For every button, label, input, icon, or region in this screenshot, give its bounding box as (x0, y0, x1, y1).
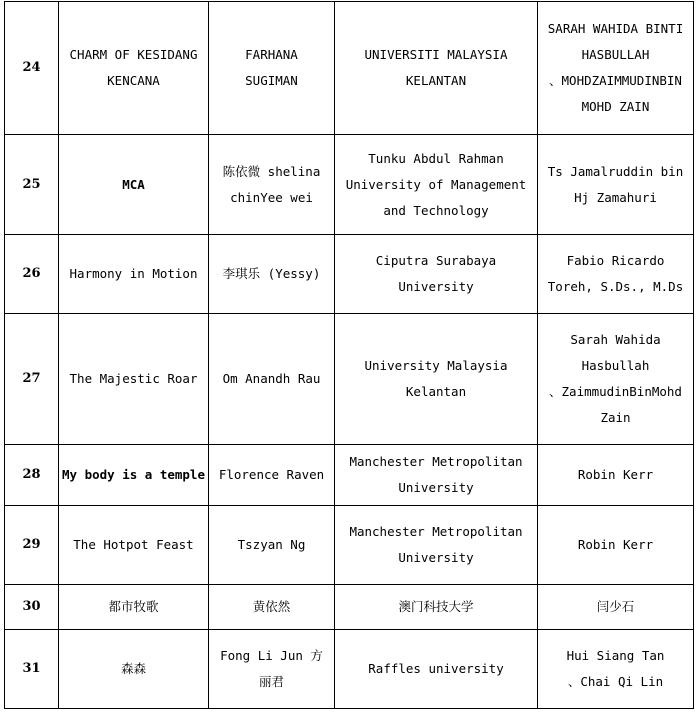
work-title-cell (59, 445, 209, 506)
table-row-31 (5, 630, 694, 709)
supervisor-cell (538, 445, 694, 506)
table-row-27 (5, 314, 694, 445)
university-line: Kelantan (405, 384, 467, 399)
row-number: 30 (5, 585, 59, 630)
university-line: Manchester Metropolitan (349, 454, 523, 469)
row-number: 26 (5, 235, 59, 314)
row-number: 31 (5, 630, 59, 709)
university-line: Raffles university (368, 661, 504, 676)
row-number: 24 (5, 2, 59, 135)
university-line: University of Management (345, 176, 527, 192)
student-name-cell (209, 445, 335, 506)
work-title-line: 森森 (120, 661, 146, 676)
work-title-line: The Hotpot Feast (73, 537, 194, 552)
supervisor-line: HASBULLAH (581, 47, 650, 62)
work-title-line: MCA (122, 176, 145, 192)
student-name-line: 丽君 (258, 674, 284, 689)
table-row-30 (5, 585, 694, 630)
work-title-line: Harmony in Motion (69, 266, 198, 281)
row-number: 29 (5, 506, 59, 585)
supervisor-line: Fabio Ricardo (566, 253, 665, 268)
supervisor-line: 、Chai Qi Lin (567, 674, 664, 689)
awards-table (4, 1, 694, 709)
supervisor-line: 闫少石 (596, 599, 635, 614)
student-name-line: chinYee wei (230, 189, 313, 205)
student-name-cell (209, 630, 335, 709)
university-line: 澳门科技大学 (398, 599, 474, 614)
university-cell (335, 314, 538, 445)
supervisor-line: Robin Kerr (577, 467, 654, 482)
student-name-cell (209, 135, 335, 235)
university-cell (335, 2, 538, 135)
supervisor-cell (538, 2, 694, 135)
supervisor-cell (538, 314, 694, 445)
work-title-cell (59, 235, 209, 314)
work-title-cell (59, 630, 209, 709)
university-line: KELANTAN (405, 73, 467, 88)
supervisor-line: Sarah Wahida (570, 332, 661, 347)
university-line: University Malaysia (364, 358, 508, 373)
university-cell (335, 445, 538, 506)
student-name-line: Florence Raven (218, 467, 325, 482)
student-name-cell (209, 2, 335, 135)
supervisor-line: SARAH WAHIDA BINTI (547, 21, 684, 36)
student-name-cell (209, 314, 335, 445)
student-name-cell (209, 235, 335, 314)
supervisor-line: 、ZaimmudinBinMohd (549, 384, 682, 399)
supervisor-line: Hj Zamahuri (574, 189, 657, 205)
supervisor-cell (538, 135, 694, 235)
student-name-line: SUGIMAN (245, 73, 298, 88)
student-name-line: FARHANA (245, 47, 298, 62)
student-name-line: Tszyan Ng (237, 537, 306, 552)
supervisor-line: Zain (600, 410, 631, 425)
row-number: 25 (5, 135, 59, 235)
supervisor-line: Ts Jamalruddin bin (547, 163, 684, 179)
student-name-cell (209, 585, 335, 630)
student-name-cell (209, 506, 335, 585)
university-cell (335, 506, 538, 585)
table-row-26 (5, 235, 694, 314)
university-cell (335, 235, 538, 314)
university-line: Manchester Metropolitan (349, 524, 523, 539)
university-line: Tunku Abdul Rahman (368, 150, 504, 166)
supervisor-cell (538, 630, 694, 709)
university-line: and Technology (383, 202, 489, 218)
row-number: 28 (5, 445, 59, 506)
work-title-cell (59, 506, 209, 585)
university-line: UNIVERSITI MALAYSIA (364, 47, 508, 62)
supervisor-line: Hui Siang Tan (566, 648, 665, 663)
work-title-cell (59, 585, 209, 630)
student-name-line: 李琪乐 (Yessy) (222, 266, 321, 281)
work-title-cell (59, 2, 209, 135)
university-line: University (398, 480, 474, 495)
university-line: University (398, 279, 474, 294)
table-row-29 (5, 506, 694, 585)
supervisor-line: Hasbullah (581, 358, 650, 373)
university-cell (335, 585, 538, 630)
student-name-line: 黄依然 (252, 599, 291, 614)
student-name-line: Fong Li Jun 方 (220, 648, 323, 663)
university-line: Ciputra Surabaya (375, 253, 497, 268)
supervisor-cell (538, 506, 694, 585)
supervisor-cell (538, 235, 694, 314)
university-cell (335, 135, 538, 235)
row-number: 27 (5, 314, 59, 445)
work-title-cell (59, 135, 209, 235)
table-row-28 (5, 445, 694, 506)
supervisor-line: Robin Kerr (577, 537, 654, 552)
supervisor-line: Toreh, S.Ds., M.Ds (547, 279, 684, 294)
university-line: University (398, 550, 474, 565)
work-title-line: CHARM OF KESIDANG (69, 47, 198, 62)
work-title-cell (59, 314, 209, 445)
supervisor-line: MOHD ZAIN (581, 99, 650, 114)
work-title-line: The Majestic Roar (69, 371, 198, 386)
supervisor-line: 、MOHDZAIMMUDINBIN (549, 73, 682, 88)
table-row-24 (5, 2, 694, 135)
work-title-line: 都市牧歌 (108, 599, 159, 614)
student-name-line: Om Anandh Rau (222, 371, 321, 386)
work-title-line: My body is a temple (62, 467, 205, 482)
work-title-line: KENCANA (107, 73, 160, 88)
student-name-line: 陈依微 shelina (222, 163, 321, 179)
university-cell (335, 630, 538, 709)
table-row-25 (5, 135, 694, 235)
supervisor-cell (538, 585, 694, 630)
